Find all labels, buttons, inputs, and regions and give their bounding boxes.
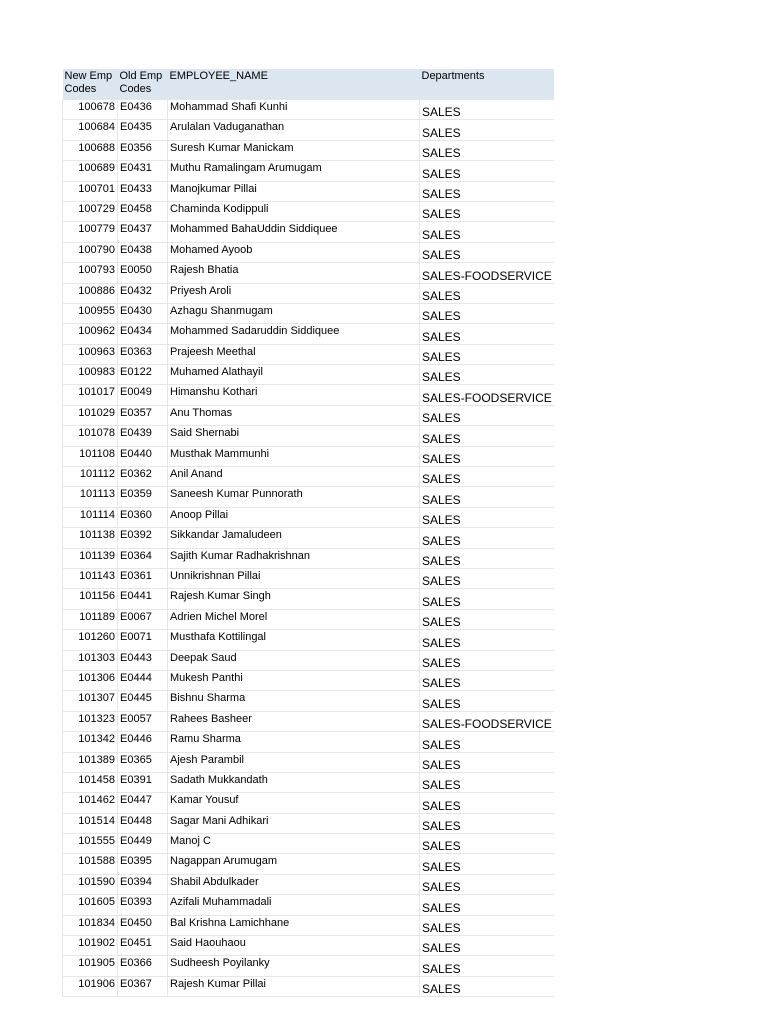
department-cell: SALES (420, 915, 554, 935)
new-emp-code-cell: 100684 (63, 120, 118, 140)
table-row (63, 365, 554, 385)
department-cell: SALES (420, 976, 554, 996)
old-emp-code-cell: E0444 (118, 670, 168, 690)
department-cell: SALES (420, 528, 554, 548)
new-emp-code-cell: 101113 (63, 487, 118, 507)
table-row (63, 650, 554, 670)
old-emp-code-cell: E0361 (118, 568, 168, 588)
table-row (63, 324, 554, 344)
employee-name-cell: Azhagu Shanmugam (168, 303, 420, 323)
table-row (63, 303, 554, 323)
old-emp-code-cell: E0440 (118, 446, 168, 466)
old-emp-code-cell: E0122 (118, 365, 168, 385)
old-emp-code-cell: E0434 (118, 324, 168, 344)
employee-name-cell: Mukesh Panthi (168, 670, 420, 690)
department-cell: SALES (420, 793, 554, 813)
new-emp-code-cell: 101389 (63, 752, 118, 772)
table-row (63, 772, 554, 792)
department-cell: SALES (420, 548, 554, 568)
department-cell: SALES (420, 303, 554, 323)
employee-name-cell: Nagappan Arumugam (168, 854, 420, 874)
new-emp-code-cell: 100790 (63, 242, 118, 262)
header-new-emp-codes: New Emp Codes (63, 69, 118, 100)
table-row (63, 834, 554, 854)
employee-table (62, 69, 554, 997)
table-row (63, 956, 554, 976)
department-cell: SALES-FOODSERVICE (420, 263, 554, 283)
new-emp-code-cell: 101143 (63, 568, 118, 588)
employee-name-cell: Mohammad Shafi Kunhi (168, 100, 420, 120)
department-cell: SALES (420, 405, 554, 425)
department-cell: SALES-FOODSERVICE (420, 385, 554, 405)
employee-name-cell: Sajith Kumar Radhakrishnan (168, 548, 420, 568)
old-emp-code-cell: E0439 (118, 426, 168, 446)
employee-name-cell: Rajesh Bhatia (168, 263, 420, 283)
old-emp-code-cell: E0443 (118, 650, 168, 670)
old-emp-code-cell: E0356 (118, 140, 168, 160)
old-emp-code-cell: E0458 (118, 201, 168, 221)
table-row (63, 487, 554, 507)
table-row (63, 793, 554, 813)
old-emp-code-cell: E0392 (118, 528, 168, 548)
department-cell: SALES (420, 344, 554, 364)
old-emp-code-cell: E0067 (118, 609, 168, 629)
employee-name-cell: Muhamed Alathayil (168, 365, 420, 385)
header-departments: Departments (420, 69, 554, 100)
employee-name-cell: Mohammed Sadaruddin Siddiquee (168, 324, 420, 344)
table-row (63, 446, 554, 466)
department-cell: SALES (420, 467, 554, 487)
old-emp-code-cell: E0365 (118, 752, 168, 772)
employee-name-cell: Chaminda Kodippuli (168, 201, 420, 221)
employee-name-cell: Suresh Kumar Manickam (168, 140, 420, 160)
old-emp-code-cell: E0359 (118, 487, 168, 507)
employee-name-cell: Deepak Saud (168, 650, 420, 670)
table-row (63, 426, 554, 446)
table-row (63, 874, 554, 894)
employee-name-cell: Ajesh Parambil (168, 752, 420, 772)
new-emp-code-cell: 101306 (63, 670, 118, 690)
department-cell: SALES-FOODSERVICE (420, 711, 554, 731)
old-emp-code-cell: E0430 (118, 303, 168, 323)
old-emp-code-cell: E0432 (118, 283, 168, 303)
new-emp-code-cell: 101462 (63, 793, 118, 813)
new-emp-code-cell: 100955 (63, 303, 118, 323)
table-row (63, 936, 554, 956)
new-emp-code-cell: 101078 (63, 426, 118, 446)
table-row (63, 222, 554, 242)
old-emp-code-cell: E0446 (118, 732, 168, 752)
old-emp-code-cell: E0438 (118, 242, 168, 262)
table-row (63, 263, 554, 283)
table-row (63, 385, 554, 405)
table-row (63, 630, 554, 650)
department-cell: SALES (420, 201, 554, 221)
table-row (63, 568, 554, 588)
old-emp-code-cell: E0050 (118, 263, 168, 283)
employee-name-cell: Said Shernabi (168, 426, 420, 446)
employee-name-cell: Kamar Yousuf (168, 793, 420, 813)
department-cell: SALES (420, 365, 554, 385)
employee-name-cell: Said Haouhaou (168, 936, 420, 956)
employee-name-cell: Anu Thomas (168, 405, 420, 425)
new-emp-code-cell: 100729 (63, 201, 118, 221)
new-emp-code-cell: 100962 (63, 324, 118, 344)
new-emp-code-cell: 101902 (63, 936, 118, 956)
employee-name-cell: Sikkandar Jamaludeen (168, 528, 420, 548)
old-emp-code-cell: E0366 (118, 956, 168, 976)
old-emp-code-cell: E0449 (118, 834, 168, 854)
department-cell: SALES (420, 446, 554, 466)
table-row (63, 283, 554, 303)
department-cell: SALES (420, 324, 554, 344)
department-cell: SALES (420, 161, 554, 181)
old-emp-code-cell: E0445 (118, 691, 168, 711)
department-cell: SALES (420, 181, 554, 201)
new-emp-code-cell: 101156 (63, 589, 118, 609)
department-cell: SALES (420, 222, 554, 242)
employee-name-cell: Anoop Pillai (168, 507, 420, 527)
old-emp-code-cell: E0451 (118, 936, 168, 956)
old-emp-code-cell: E0364 (118, 548, 168, 568)
department-cell: SALES (420, 691, 554, 711)
new-emp-code-cell: 101303 (63, 650, 118, 670)
department-cell: SALES (420, 568, 554, 588)
employee-name-cell: Mohammed BahaUddin Siddiquee (168, 222, 420, 242)
new-emp-code-cell: 101108 (63, 446, 118, 466)
employee-name-cell: Musthafa Kottilingal (168, 630, 420, 650)
new-emp-code-cell: 101307 (63, 691, 118, 711)
employee-name-cell: Rajesh Kumar Pillai (168, 976, 420, 996)
department-cell: SALES (420, 834, 554, 854)
employee-name-cell: Priyesh Aroli (168, 283, 420, 303)
new-emp-code-cell: 100983 (63, 365, 118, 385)
new-emp-code-cell: 100678 (63, 100, 118, 120)
table-row (63, 405, 554, 425)
table-row (63, 507, 554, 527)
employee-name-cell: Adrien Michel Morel (168, 609, 420, 629)
new-emp-code-cell: 101834 (63, 915, 118, 935)
department-cell: SALES (420, 854, 554, 874)
department-cell: SALES (420, 752, 554, 772)
old-emp-code-cell: E0394 (118, 874, 168, 894)
new-emp-code-cell: 101029 (63, 405, 118, 425)
table-row (63, 140, 554, 160)
old-emp-code-cell: E0437 (118, 222, 168, 242)
department-cell: SALES (420, 120, 554, 140)
table-row (63, 528, 554, 548)
new-emp-code-cell: 101342 (63, 732, 118, 752)
table-row (63, 670, 554, 690)
new-emp-code-cell: 100793 (63, 263, 118, 283)
table-row (63, 161, 554, 181)
employee-name-cell: Himanshu Kothari (168, 385, 420, 405)
new-emp-code-cell: 101588 (63, 854, 118, 874)
table-header (63, 69, 554, 100)
table-row (63, 467, 554, 487)
table-row (63, 100, 554, 120)
employee-name-cell: Musthak Mammunhi (168, 446, 420, 466)
department-cell: SALES (420, 670, 554, 690)
old-emp-code-cell: E0435 (118, 120, 168, 140)
department-cell: SALES (420, 936, 554, 956)
table-row (63, 589, 554, 609)
department-cell: SALES (420, 813, 554, 833)
new-emp-code-cell: 100688 (63, 140, 118, 160)
new-emp-code-cell: 101260 (63, 630, 118, 650)
table-row (63, 120, 554, 140)
employee-name-cell: Arulalan Vaduganathan (168, 120, 420, 140)
department-cell: SALES (420, 956, 554, 976)
old-emp-code-cell: E0393 (118, 895, 168, 915)
new-emp-code-cell: 100701 (63, 181, 118, 201)
new-emp-code-cell: 101112 (63, 467, 118, 487)
table-row (63, 242, 554, 262)
new-emp-code-cell: 101905 (63, 956, 118, 976)
new-emp-code-cell: 101590 (63, 874, 118, 894)
employee-name-cell: Rajesh Kumar Singh (168, 589, 420, 609)
new-emp-code-cell: 101323 (63, 711, 118, 731)
employee-name-cell: Anil Anand (168, 467, 420, 487)
table-row (63, 609, 554, 629)
new-emp-code-cell: 101514 (63, 813, 118, 833)
old-emp-code-cell: E0447 (118, 793, 168, 813)
table-row (63, 344, 554, 364)
header-old-emp-codes: Old Emp Codes (118, 69, 168, 100)
table-row (63, 181, 554, 201)
old-emp-code-cell: E0367 (118, 976, 168, 996)
employee-name-cell: Azifali Muhammadali (168, 895, 420, 915)
department-cell: SALES (420, 732, 554, 752)
new-emp-code-cell: 101906 (63, 976, 118, 996)
department-cell: SALES (420, 630, 554, 650)
new-emp-code-cell: 101189 (63, 609, 118, 629)
department-cell: SALES (420, 650, 554, 670)
employee-name-cell: Sadath Mukkandath (168, 772, 420, 792)
new-emp-code-cell: 101458 (63, 772, 118, 792)
employee-name-cell: Shabil Abdulkader (168, 874, 420, 894)
department-cell: SALES (420, 487, 554, 507)
new-emp-code-cell: 100779 (63, 222, 118, 242)
employee-name-cell: Manojkumar Pillai (168, 181, 420, 201)
old-emp-code-cell: E0448 (118, 813, 168, 833)
table-row (63, 976, 554, 996)
old-emp-code-cell: E0049 (118, 385, 168, 405)
department-cell: SALES (420, 589, 554, 609)
employee-name-cell: Muthu Ramalingam Arumugam (168, 161, 420, 181)
department-cell: SALES (420, 874, 554, 894)
employee-name-cell: Unnikrishnan Pillai (168, 568, 420, 588)
new-emp-code-cell: 100886 (63, 283, 118, 303)
employee-name-cell: Saneesh Kumar Punnorath (168, 487, 420, 507)
old-emp-code-cell: E0362 (118, 467, 168, 487)
old-emp-code-cell: E0433 (118, 181, 168, 201)
old-emp-code-cell: E0071 (118, 630, 168, 650)
employee-name-cell: Mohamed Ayoob (168, 242, 420, 262)
new-emp-code-cell: 101555 (63, 834, 118, 854)
table-row (63, 711, 554, 731)
old-emp-code-cell: E0450 (118, 915, 168, 935)
old-emp-code-cell: E0363 (118, 344, 168, 364)
department-cell: SALES (420, 100, 554, 120)
department-cell: SALES (420, 242, 554, 262)
table-body (63, 100, 554, 997)
table-row (63, 691, 554, 711)
old-emp-code-cell: E0395 (118, 854, 168, 874)
department-cell: SALES (420, 895, 554, 915)
department-cell: SALES (420, 283, 554, 303)
old-emp-code-cell: E0357 (118, 405, 168, 425)
table-row (63, 548, 554, 568)
table-row (63, 201, 554, 221)
employee-name-cell: Ramu Sharma (168, 732, 420, 752)
new-emp-code-cell: 101017 (63, 385, 118, 405)
old-emp-code-cell: E0360 (118, 507, 168, 527)
department-cell: SALES (420, 609, 554, 629)
old-emp-code-cell: E0431 (118, 161, 168, 181)
department-cell: SALES (420, 426, 554, 446)
new-emp-code-cell: 101138 (63, 528, 118, 548)
table-row (63, 752, 554, 772)
department-cell: SALES (420, 140, 554, 160)
employee-name-cell: Sagar Mani Adhikari (168, 813, 420, 833)
old-emp-code-cell: E0441 (118, 589, 168, 609)
employee-name-cell: Bal Krishna Lamichhane (168, 915, 420, 935)
new-emp-code-cell: 101139 (63, 548, 118, 568)
new-emp-code-cell: 101605 (63, 895, 118, 915)
employee-name-cell: Bishnu Sharma (168, 691, 420, 711)
employee-name-cell: Manoj C (168, 834, 420, 854)
department-cell: SALES (420, 772, 554, 792)
table-row (63, 895, 554, 915)
old-emp-code-cell: E0391 (118, 772, 168, 792)
employee-name-cell: Sudheesh Poyilanky (168, 956, 420, 976)
table-row (63, 813, 554, 833)
new-emp-code-cell: 100963 (63, 344, 118, 364)
old-emp-code-cell: E0436 (118, 100, 168, 120)
header-row (63, 69, 554, 100)
table-row (63, 732, 554, 752)
header-employee-name: EMPLOYEE_NAME (168, 69, 420, 100)
table-row (63, 915, 554, 935)
new-emp-code-cell: 100689 (63, 161, 118, 181)
department-cell: SALES (420, 507, 554, 527)
employee-name-cell: Prajeesh Meethal (168, 344, 420, 364)
table-row (63, 854, 554, 874)
new-emp-code-cell: 101114 (63, 507, 118, 527)
employee-name-cell: Rahees Basheer (168, 711, 420, 731)
old-emp-code-cell: E0057 (118, 711, 168, 731)
